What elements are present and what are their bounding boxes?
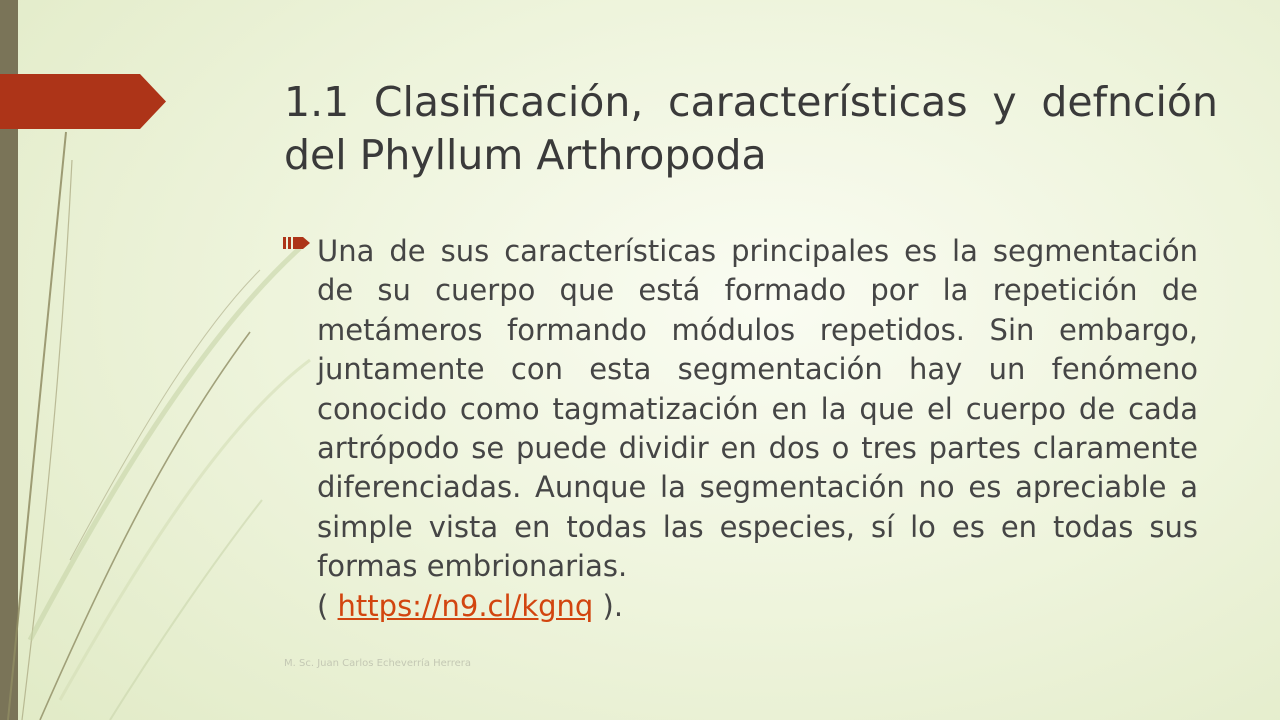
bullet-paragraph (317, 232, 1198, 626)
bullet-text: Una de sus características principales es la segmentación de su cuerpo que está formado por la repetición de metámeros formando módulos repetidos. Sin embargo, juntamente con esta segmentación hay un fenómeno conocido como tagmatización en la que el cuerpo de cada artrópodo se puede dividir en dos o tres partes claramente diferenciadas. Aunque la segmentación no es apreciable a simple vista en todas las especies, sí lo es en todas sus formas embrionarias. (317, 234, 1198, 584)
open-paren: ( (317, 588, 329, 623)
title-accent-arrow (0, 74, 166, 129)
slide-title: 1.1 Clasificación, características y defnción del Phyllum Arthropoda (284, 78, 1218, 179)
arrow-bullet-icon (283, 236, 311, 250)
footer-author: M. Sc. Juan Carlos Echeverría Herrera (284, 658, 472, 669)
source-link[interactable]: https://n9.cl/kgnq (337, 588, 594, 623)
close-paren: ). (602, 588, 624, 623)
